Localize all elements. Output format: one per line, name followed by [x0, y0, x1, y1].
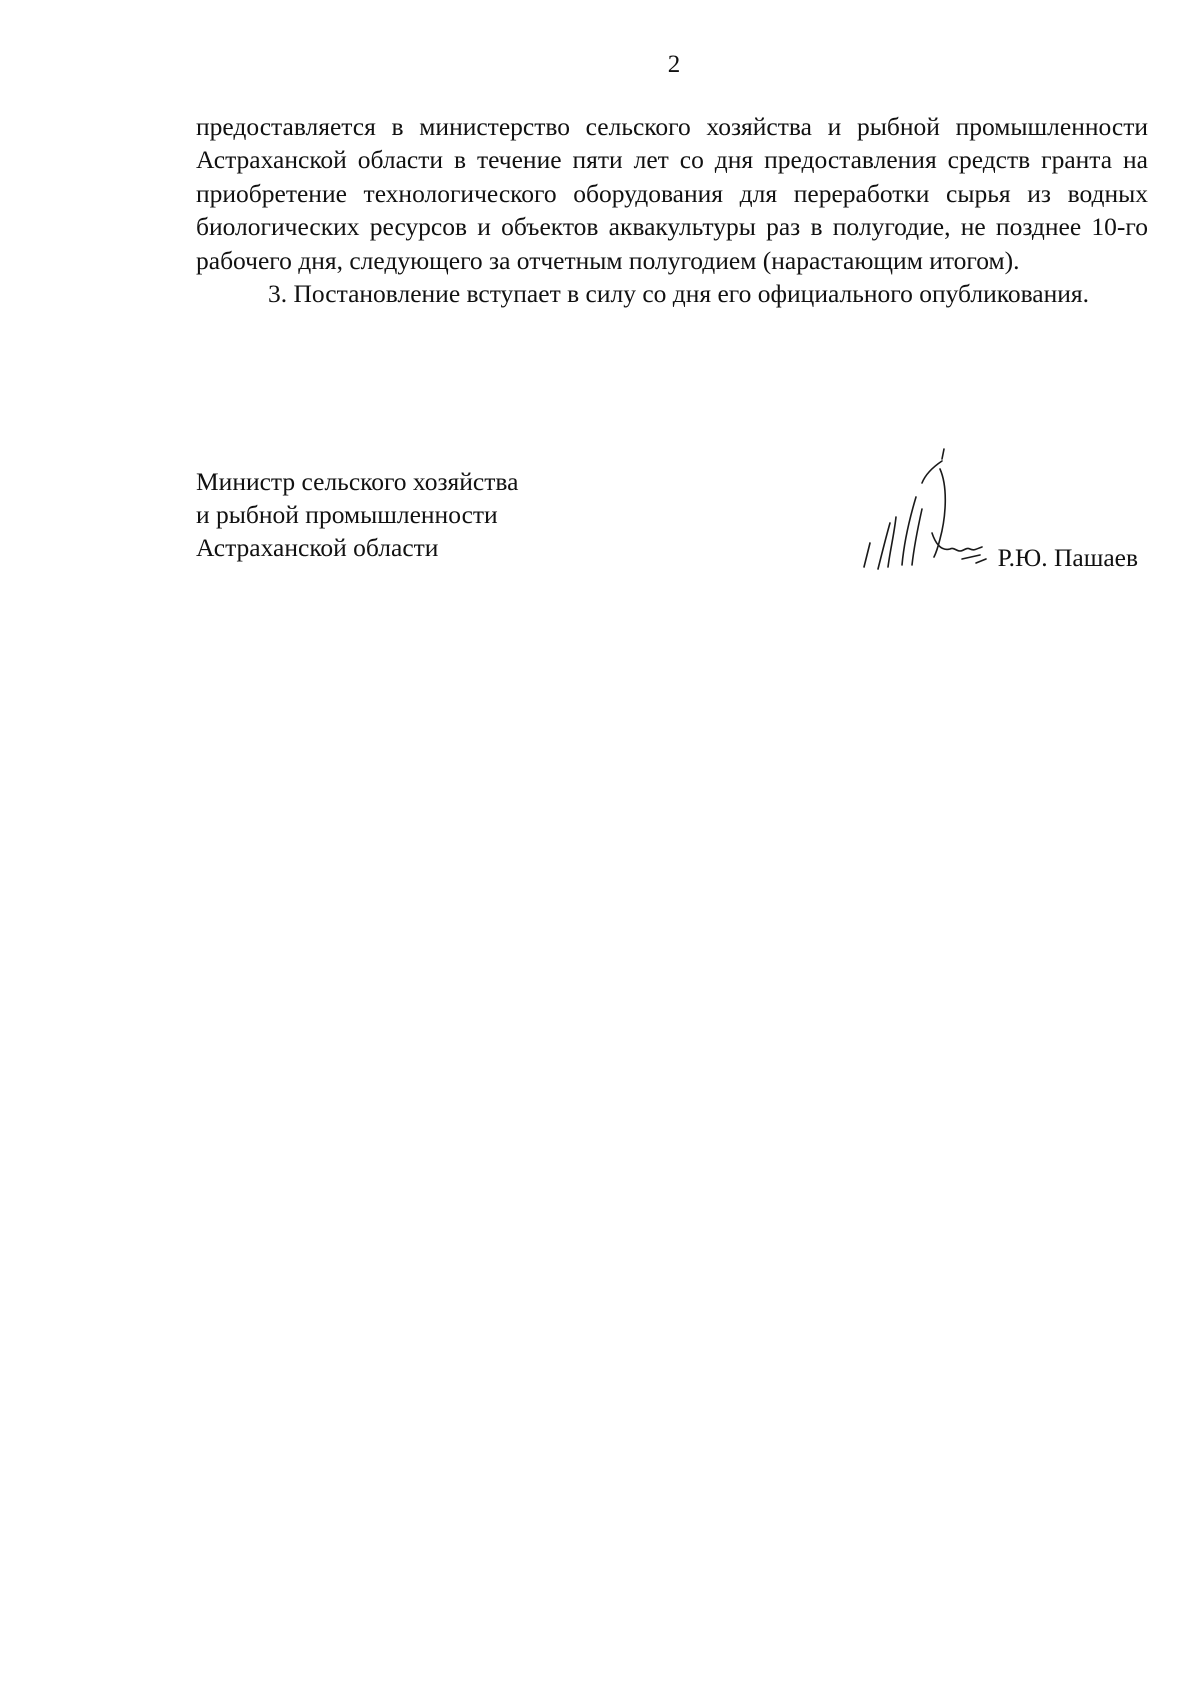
paragraph-entry-into-force: 3. Постановление вступает в силу со дня его официального опубликования.	[268, 279, 1089, 309]
page-number	[0, 50, 1200, 80]
page-number-text: 2	[667, 51, 681, 78]
signatory-title	[196, 465, 616, 564]
signatory-title-line-2: и рыбной промышленности	[196, 500, 498, 529]
paragraph-reporting-terms: предоставляется в министерство сельского хозяйства и рыбной промышленности Астраханской области в течение пяти лет со дня предоставления средств гранта на приобретение технологического оборудования для переработки сырья из водных биологических ресурсов и объектов аквакультуры раз в полугодие, не позднее 10-го рабочего дня, следующего за отчетным полугодием (нарастающим итогом).	[196, 112, 1148, 275]
signatory-title-line-1: Министр сельского хозяйства	[196, 467, 519, 496]
document-body	[196, 110, 1148, 310]
signatory-title-line-3: Астраханской области	[196, 533, 439, 562]
signature-block	[196, 465, 1148, 595]
signatory-name: Р.Ю. Пашаев	[997, 543, 1138, 572]
handwritten-signature-icon	[856, 447, 996, 587]
